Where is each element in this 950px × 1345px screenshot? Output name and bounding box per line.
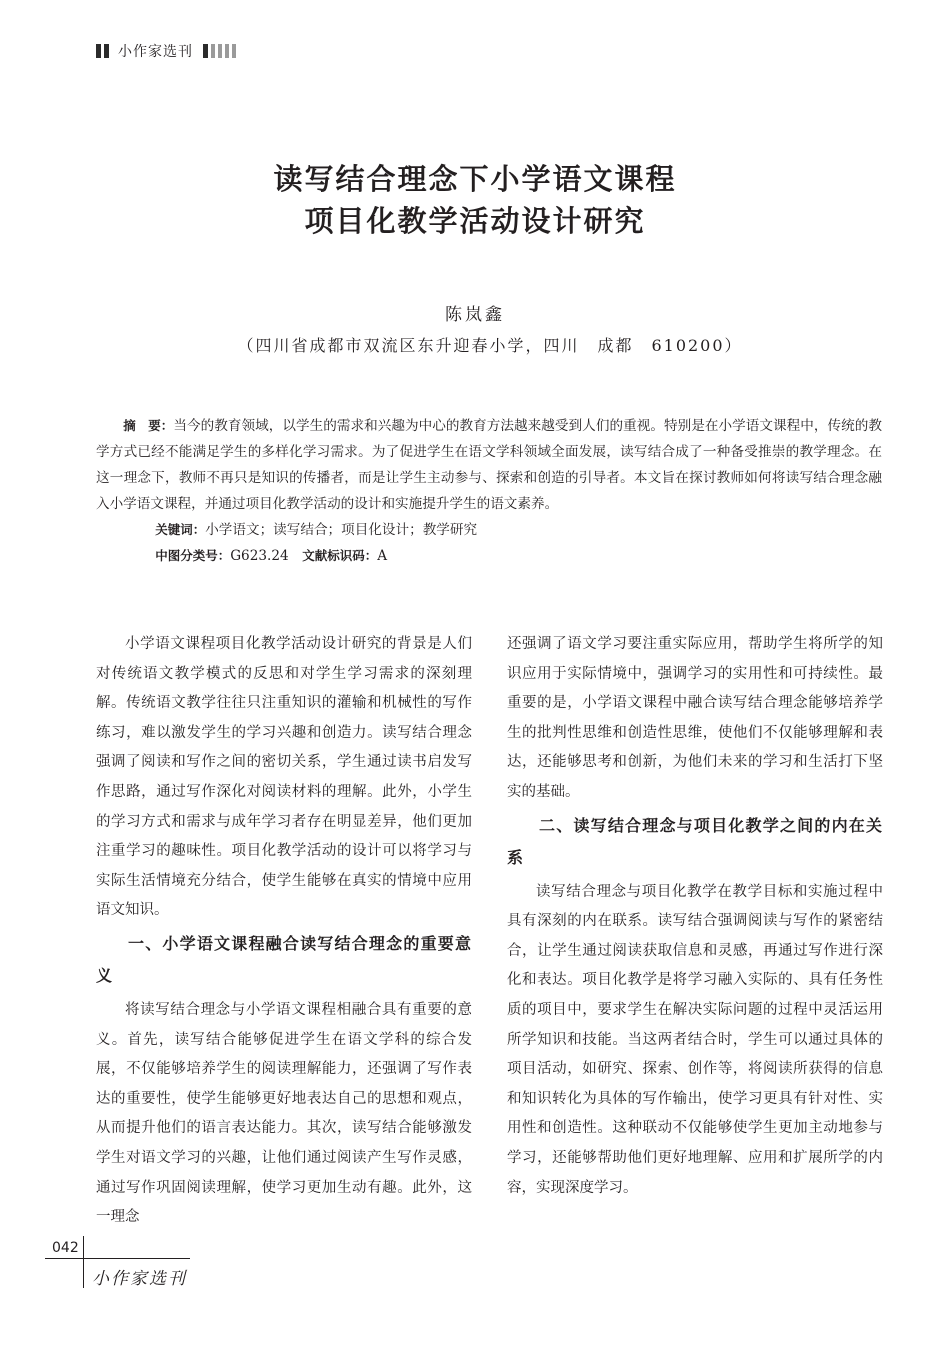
header-bar-mark	[211, 44, 215, 58]
abstract-paragraph	[96, 413, 882, 517]
classification-line	[96, 543, 882, 569]
header-bar-mark	[225, 44, 229, 58]
intro-paragraph: 小学语文课程项目化教学活动设计研究的背景是人们对传统语文教学模式的反思和对学生学习需求的深刻理解。传统语文教学往往只注重知识的灌输和机械性的写作练习，难以激发学生的学习兴趣和创造力。读写结合理念强调了阅读和写作之间的密切关系，学生通过读书启发写作思路，通过写作深化对阅读材料的理解。此外，小学生的学习方式和需求与成年学习者存在明显差异，他们更加注重学习的趣味性。项目化教学活动的设计可以将学习与实际生活情境充分结合，使学生能够在真实的情境中应用语文知识。	[96, 636, 472, 919]
header-bar-mark	[218, 44, 222, 58]
running-header	[96, 41, 239, 61]
header-bar-mark	[203, 44, 208, 58]
clc-value: G623.24	[230, 548, 289, 564]
doc-code-label: 文献标识码：	[302, 548, 378, 563]
page-number: 042	[52, 1240, 79, 1256]
author-affiliation: （四川省成都市双流区东升迎春小学，四川 成都 610200）	[237, 336, 743, 355]
clc-label: 中图分类号：	[155, 548, 231, 563]
doc-code-value: A	[377, 548, 388, 564]
footer-divider	[83, 1236, 84, 1288]
section-1-paragraph: 将读写结合理念与小学语文课程相融合具有重要的意义。首先，读写结合能够促进学生在语文学科的综合发展，不仅能够培养学生的阅读理解能力，还强调了写作表达的重要性，使学生能够更好地表达自己的思想和观点，从而提升他们的语言表达能力。其次，读写结合能够激发学生对语文学习的兴趣，让他们通过阅读产生写作灵感，通过写作巩固阅读理解，使学习更加生动有趣。此外，这一理念	[96, 1001, 472, 1226]
journal-name: 小作家选刊	[118, 44, 193, 60]
abstract-text: 当今的教育领域，以学生的需求和兴趣为中心的教育方法越来越受到人们的重视。特别是在小学语文课程中，传统的教学方式已经不能满足学生的多样化学习需求。为了促进学生在语文学科领域全面发展，读写结合成了一种备受推崇的教学理念。在这一理念下，教师不再只是知识的传播者，而是让学生主动参与、探索和创造的引导者。本文旨在探讨教师如何将读写结合理念融入小学语文课程，并通过项目化教学活动的设计和实施提升学生的语文素养。	[96, 418, 882, 512]
body-column-right	[507, 630, 883, 1203]
section-2-paragraph: 读写结合理念与项目化教学在教学目标和实施过程中具有深刻的内在联系。读写结合强调阅读与写作的紧密结合，让学生通过阅读获取信息和灵感，再通过写作进行深化和表达。项目化教学是将学习融入实际的、具有任务性质的项目中，要求学生在解决实际问题的过程中灵活运用所学知识和技能。当这两者结合时，学生可以通过具体的项目活动，如研究、探索、创作等，将阅读所获得的信息和知识转化为具体的写作输出，使学习更具有针对性、实用性和创造性。这种联动不仅能够使学生更加主动地参与学习，还能够帮助他们更好地理解、应用和扩展所学的内容，实现深度学习。	[507, 883, 883, 1196]
section-2-heading: 二、读写结合理念与项目化教学之间的内在关系	[507, 815, 883, 867]
header-bar-mark	[96, 44, 101, 58]
abstract-block	[96, 413, 882, 569]
title-line-2: 项目化教学活动设计研究	[304, 204, 646, 238]
footer-rule	[45, 1258, 190, 1259]
paper-title	[0, 158, 950, 242]
keywords-label: 关键词：	[155, 522, 206, 537]
section-1-paragraph-continued: 还强调了语文学习要注重实际应用，帮助学生将所学的知识应用于实际情境中，强调学习的实用性和可持续性。最重要的是，小学语文课程中融合读写结合理念能够培养学生的批判性思维和创造性思维，使他们不仅能够理解和表达，还能够思考和创新，为他们未来的学习和生活打下坚实的基础。	[507, 636, 883, 800]
abstract-label: 摘 要：	[123, 418, 174, 433]
header-bar-mark	[232, 44, 236, 58]
keywords-text: 小学语文；读写结合；项目化设计；教学研究	[205, 522, 478, 538]
body-column-left	[96, 630, 472, 1233]
keywords-line	[96, 517, 882, 543]
author-name: 陈岚鑫	[445, 305, 505, 325]
section-1-heading: 一、小学语文课程融合读写结合理念的重要意义	[96, 933, 472, 985]
footer-journal-logo: 小作家选刊	[92, 1269, 187, 1289]
header-bar-mark	[104, 44, 109, 58]
title-line-1: 读写结合理念下小学语文课程	[273, 162, 677, 196]
